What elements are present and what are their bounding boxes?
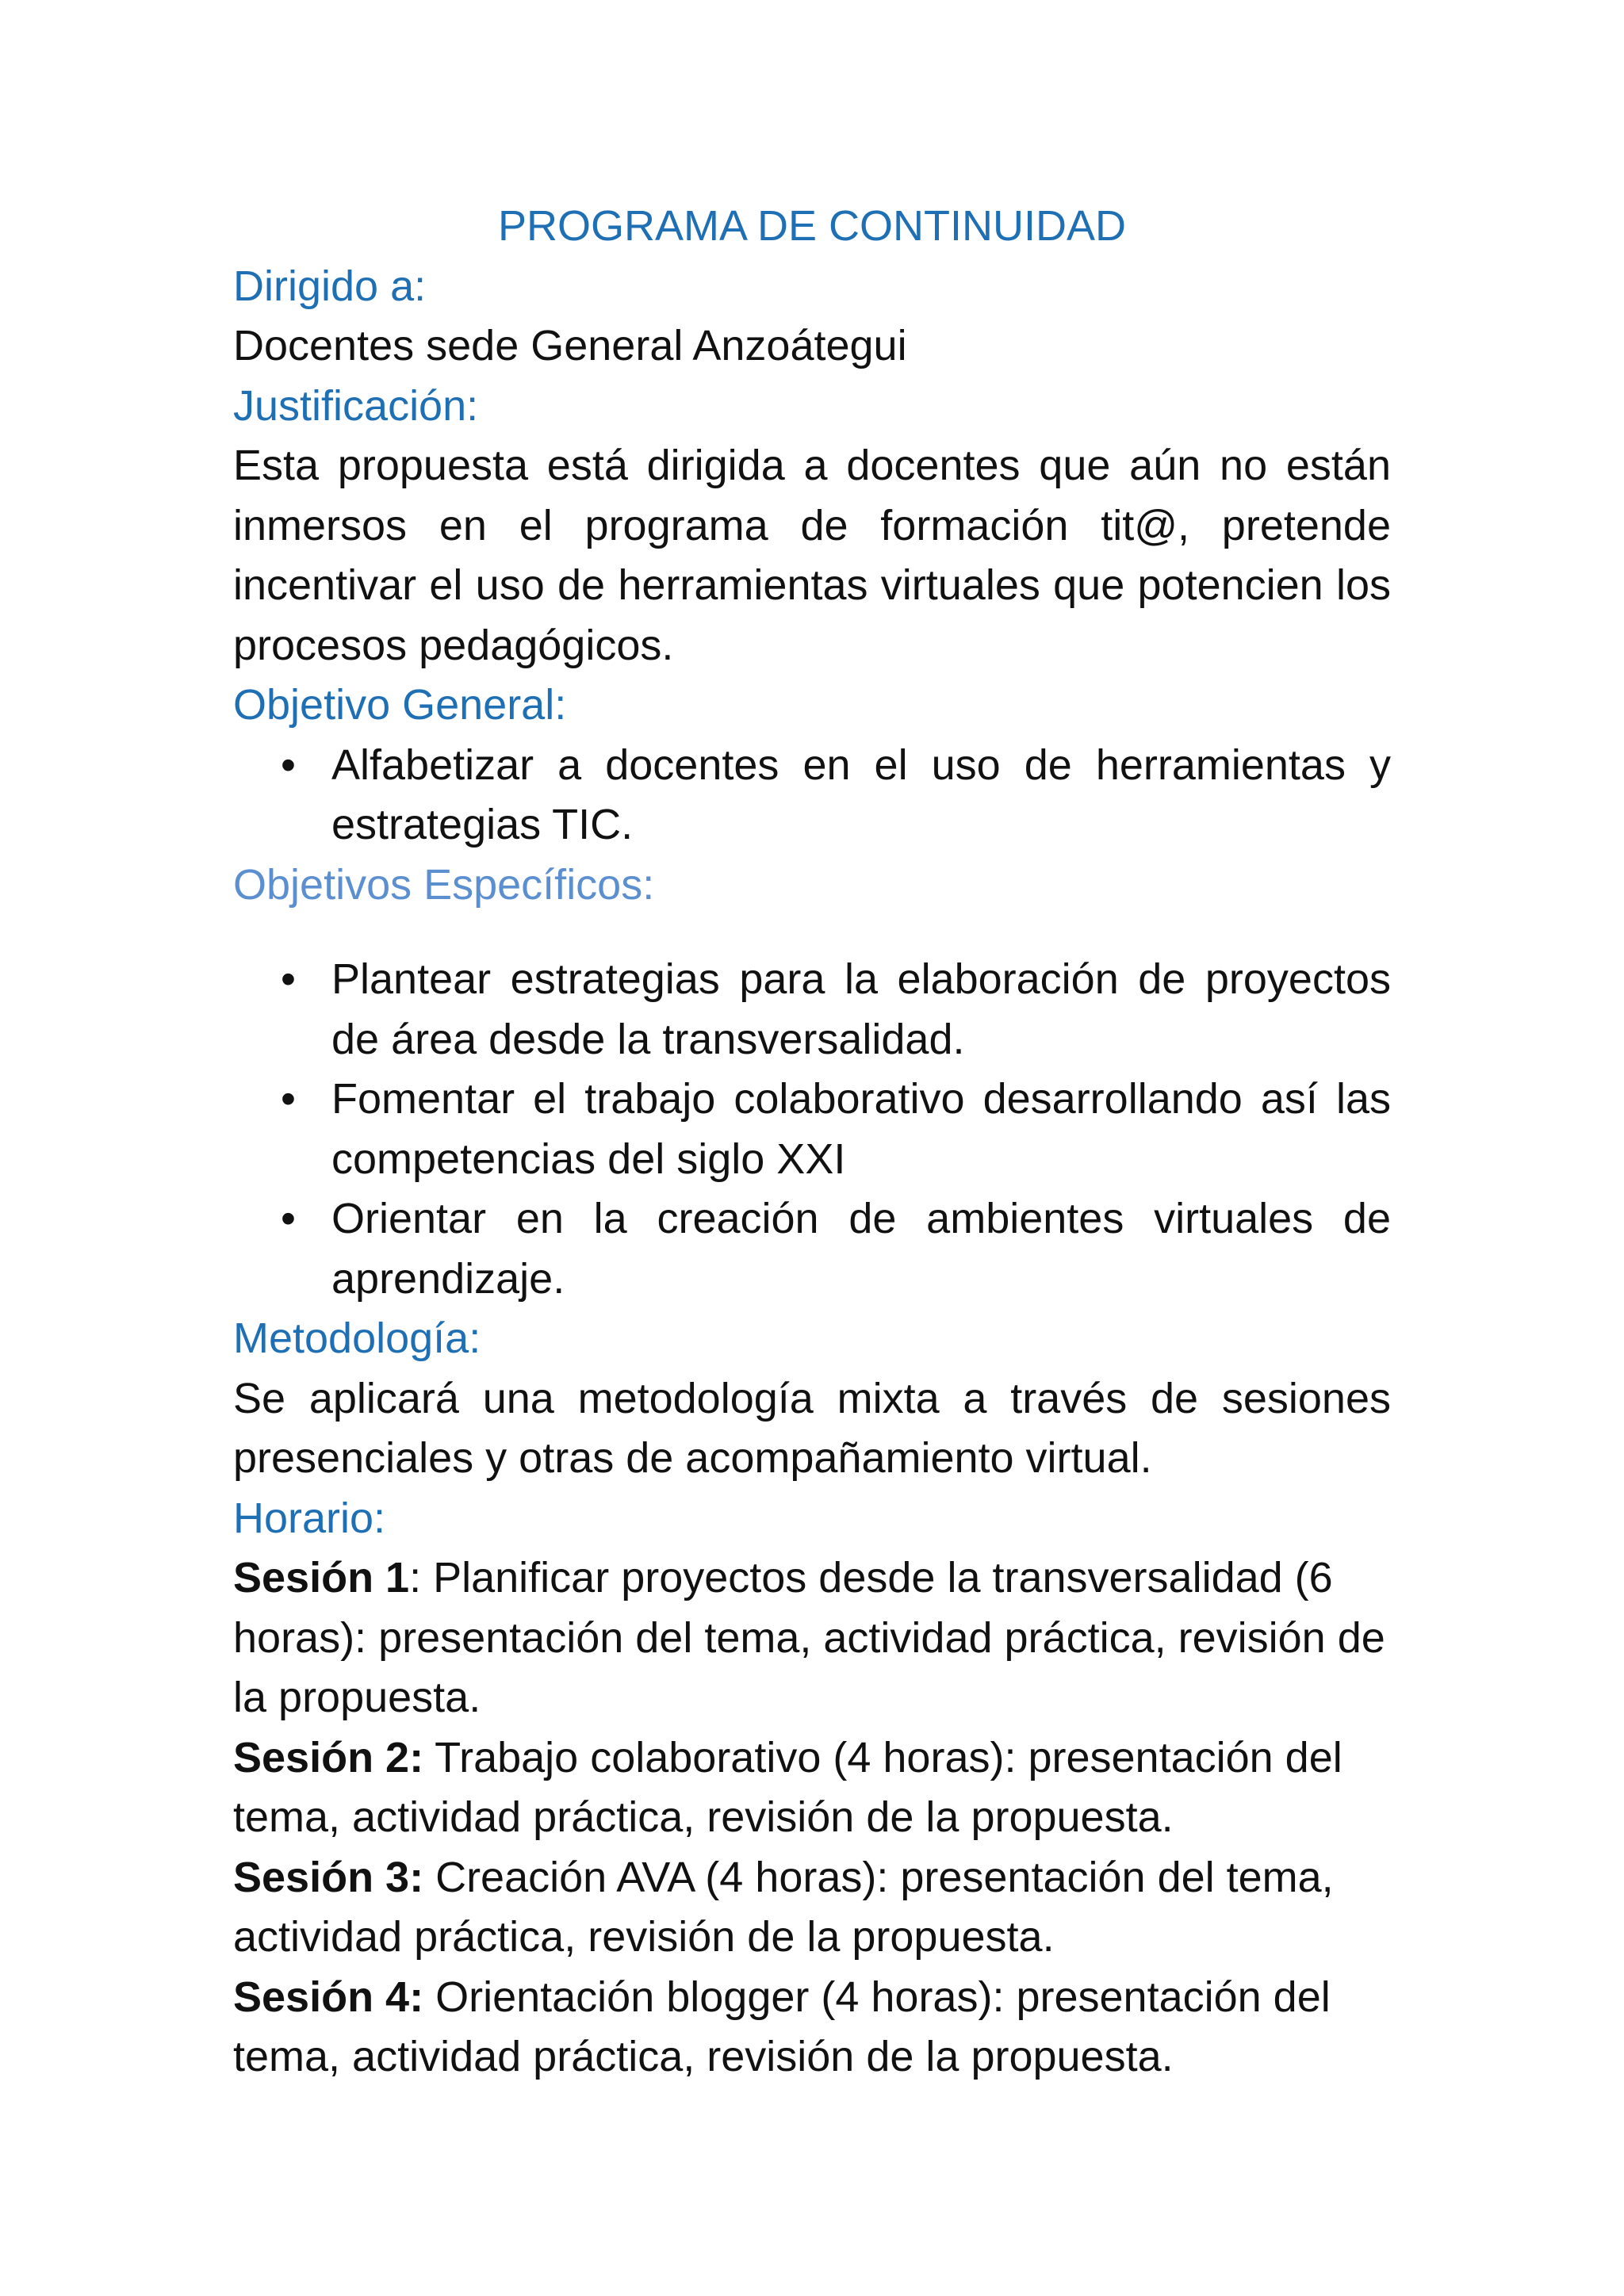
session-label: Sesión 4: [233, 1973, 424, 2021]
page-title: PROGRAMA DE CONTINUIDAD [497, 202, 1127, 250]
objetivo-general-heading: Objetivo General: [233, 681, 567, 729]
document-page [233, 197, 1391, 2087]
horario-heading: Horario: [233, 1494, 386, 1542]
bullet-icon: • [281, 955, 296, 1003]
session-text: Orientación blogger (4 horas): presentación del tema, actividad práctica, revisión de la propuesta. [233, 1973, 1331, 2080]
session-2 [233, 1728, 1391, 1848]
bullet-icon: • [281, 1195, 296, 1242]
list-item-text: Alfabetizar a docentes en el uso de herramientas y estrategias TIC. [331, 740, 1391, 848]
bullet-icon: • [281, 1075, 296, 1123]
list-item [233, 736, 1391, 855]
session-label: Sesión 2: [233, 1733, 424, 1781]
metodologia-heading: Metodología: [233, 1314, 481, 1362]
list-item-text: Fomentar el trabajo colaborativo desarrollando así las competencias del siglo XXI [331, 1075, 1391, 1183]
list-item-text: Orientar en la creación de ambientes virtuales de aprendizaje. [331, 1195, 1391, 1303]
dirigido-heading: Dirigido a: [233, 262, 427, 310]
justificacion-heading: Justificación: [233, 381, 479, 430]
objetivo-general-list [233, 736, 1391, 855]
objetivos-especificos-list [233, 950, 1391, 1309]
session-text: Creación AVA (4 horas): presentación del tema, actividad práctica, revisión de la propuesta. [233, 1853, 1334, 1961]
list-item-text: Plantear estrategias para la elaboración de proyectos de área desde la transversalidad. [331, 955, 1391, 1063]
bullet-icon: • [281, 740, 296, 789]
session-3 [233, 1848, 1391, 1968]
session-text: : Planificar proyectos desde la transversalidad (6 horas): presentación del tema, actividad práctica, revisión de la propuesta. [233, 1554, 1385, 1721]
session-label: Sesión 3: [233, 1853, 424, 1901]
list-item [233, 1189, 1391, 1309]
dirigido-text: Docentes sede General Anzoátegui [233, 322, 907, 369]
spacer [233, 915, 1391, 950]
session-label: Sesión 1 [233, 1554, 410, 1601]
session-4 [233, 1968, 1391, 2087]
list-item [233, 1070, 1391, 1189]
justificacion-text: Esta propuesta está dirigida a docentes que aún no están inmersos en el programa de formación tit@, pretende incentivar el uso de herramientas virtuales que potencien los procesos pedagógicos. [233, 442, 1391, 669]
list-item [233, 950, 1391, 1070]
session-text: Trabajo colaborativo (4 horas): presentación del tema, actividad práctica, revisión de la propuesta. [233, 1733, 1342, 1841]
session-1 [233, 1548, 1391, 1728]
objetivos-especificos-heading: Objetivos Específicos: [233, 860, 655, 909]
metodologia-text: Se aplicará una metodología mixta a través de sesiones presenciales y otras de acompañamiento virtual. [233, 1374, 1391, 1482]
